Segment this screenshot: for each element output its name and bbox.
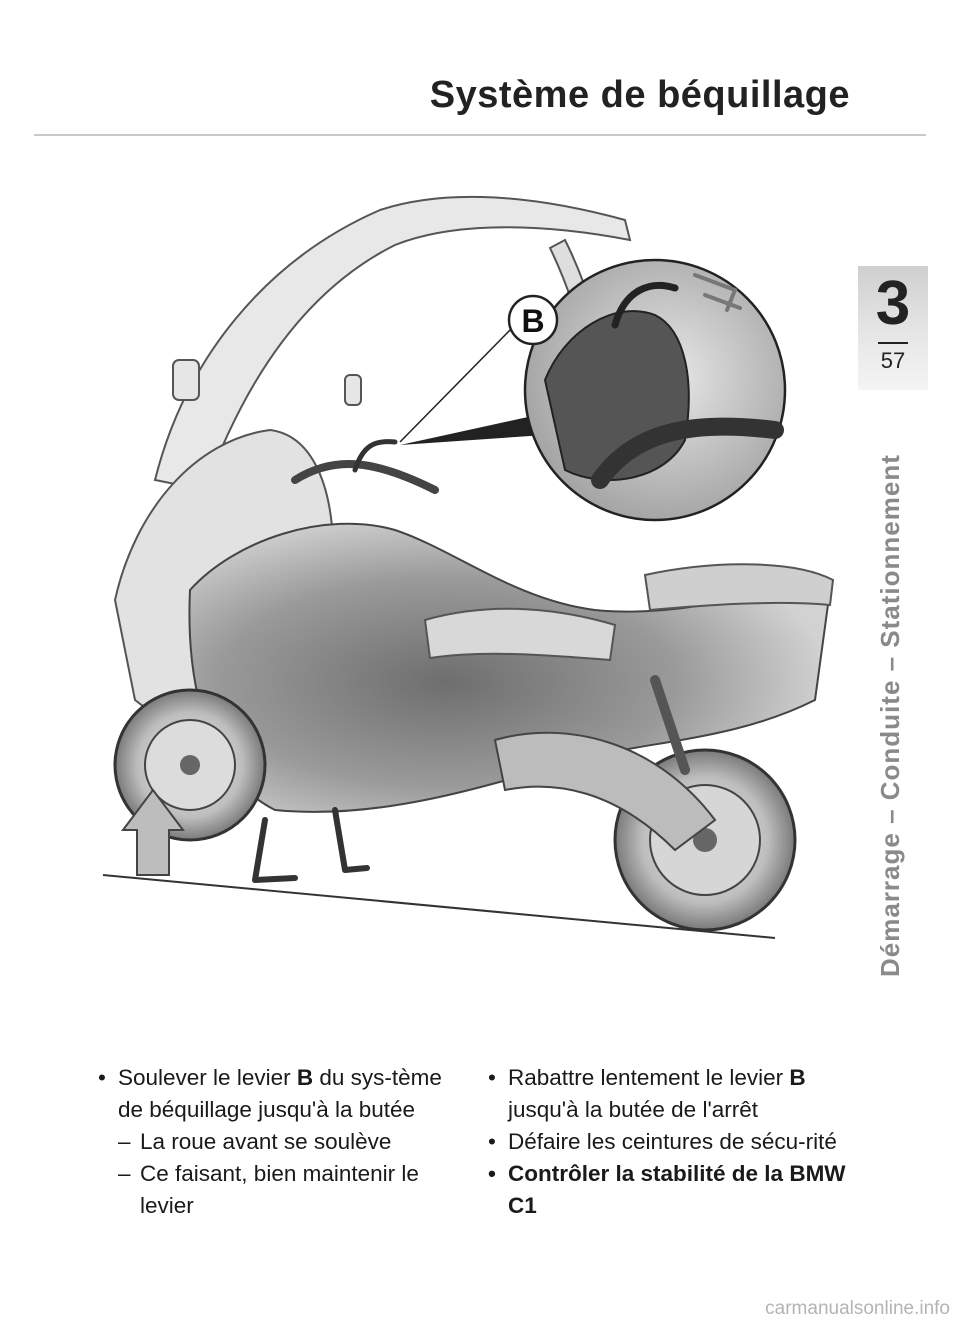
chapter-divider <box>878 342 908 344</box>
page-number: 57 <box>880 348 906 373</box>
mirror <box>173 360 199 400</box>
mirror-right <box>345 375 361 405</box>
callout-b-label: B <box>521 303 545 339</box>
instructions-right-column <box>486 1062 856 1222</box>
center-stand <box>255 810 367 880</box>
scooter-center-stand-illustration <box>95 180 840 950</box>
step-unfasten-belts: • Défaire les ceintures de sécu-rité <box>486 1126 856 1158</box>
page-title: Système de béquillage <box>429 74 850 116</box>
rear-carrier <box>645 564 833 610</box>
chapter-side-label-text: Démarrage – Conduite – Stationnement <box>875 454 905 977</box>
instructions-left-column <box>96 1062 466 1222</box>
chapter-number: 3 <box>875 269 911 338</box>
step-check-stability: • Contrôler la stabilité de la BMW C1 <box>486 1158 856 1222</box>
note-front-wheel-lifts: – La roue avant se soulève <box>96 1126 466 1158</box>
header-divider <box>34 134 926 136</box>
instructions <box>96 1062 856 1272</box>
step-fold-lever: • Rabattre lentement le levier B jusqu'à la butée de l'arrêt <box>486 1062 856 1126</box>
watermark: carmanualsonline.info <box>765 1298 950 1319</box>
chapter-tab <box>858 266 928 390</box>
step-raise-lever: • Soulever le levier B du sys-tème de béquillage jusqu'à la butée <box>96 1062 466 1126</box>
note-hold-lever: – Ce faisant, bien maintenir le levier <box>96 1158 466 1222</box>
